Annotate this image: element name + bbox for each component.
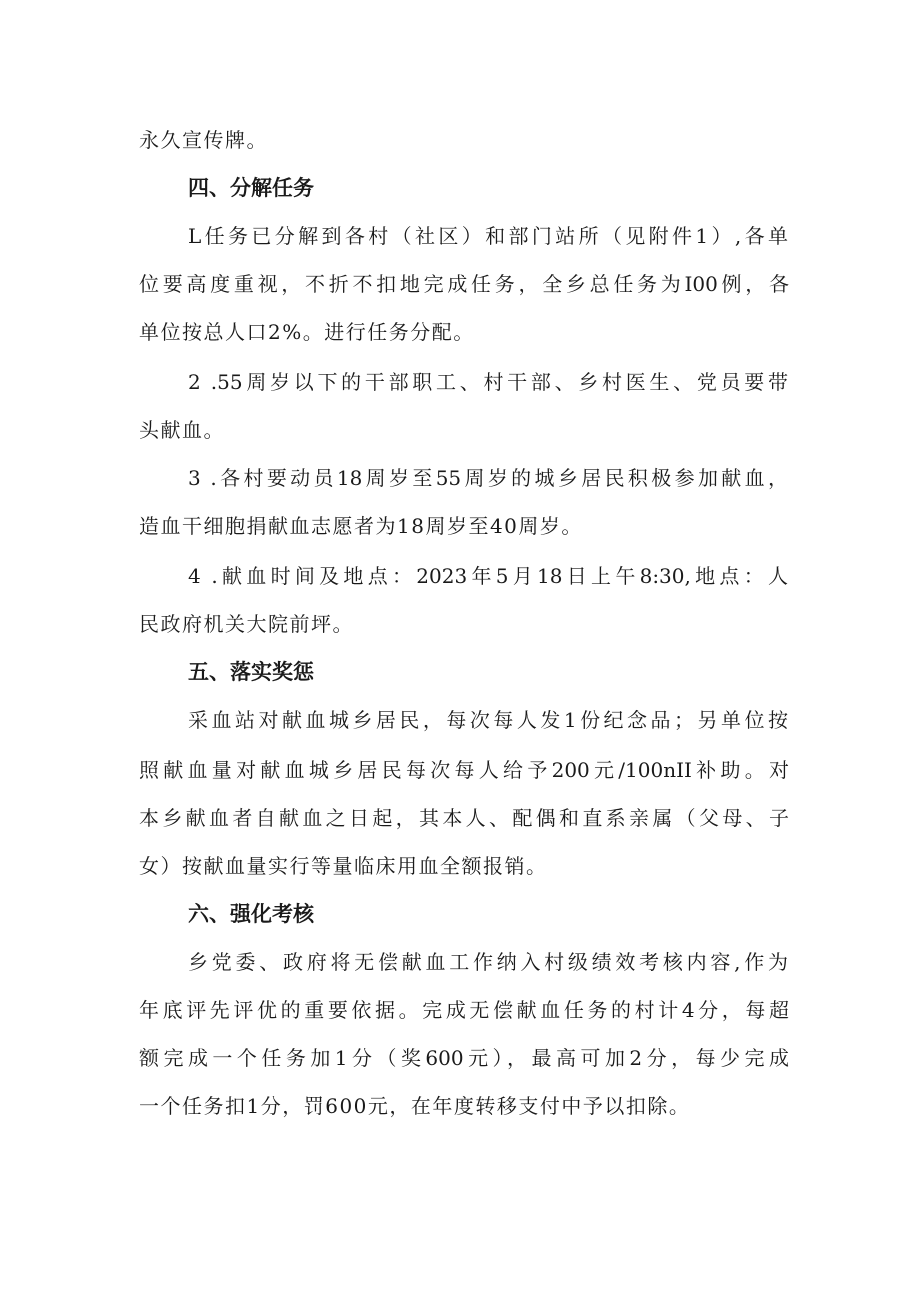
paragraph-line: 本乡献血者自献血之日起，其本人、配偶和直系亲属（父母、子	[139, 806, 789, 830]
paragraph-line: 照献血量对献血城乡居民每次每人给予200元/100nII补助。对	[139, 758, 789, 782]
paragraph-line: 3 .各村要动员18周岁至55周岁的城乡居民积极参加献血，	[188, 466, 788, 490]
section-heading-decompose-tasks: 四、分解任务	[188, 176, 314, 200]
paragraph-line: L任务已分解到各村（社区）和部门站所（见附件1）,各单	[188, 224, 788, 248]
paragraph-line: 年底评先评优的重要依据。完成无偿献血任务的村计4分，每超	[139, 998, 789, 1022]
paragraph-line: 位要高度重视，不折不扣地完成任务，全乡总任务为I00例，各	[139, 272, 789, 296]
section-heading-rewards-penalties: 五、落实奖惩	[188, 660, 314, 684]
paragraph-line: 头献血。	[139, 418, 225, 442]
paragraph-line: 女）按献血量实行等量临床用血全额报销。	[139, 854, 548, 878]
paragraph-line: 民政府机关大院前坪。	[139, 612, 354, 636]
paragraph-line: 乡党委、政府将无偿献血工作纳入村级绩效考核内容,作为	[188, 950, 788, 974]
paragraph-line: 2 .55周岁以下的干部职工、村干部、乡村医生、党员要带	[188, 370, 788, 394]
paragraph-line: 单位按总人口2%。进行任务分配。	[139, 320, 475, 344]
paragraph-line: 永久宣传牌。	[139, 128, 268, 152]
section-heading-strengthen-assessment: 六、强化考核	[188, 902, 314, 926]
paragraph-line: 额完成一个任务加1分（奖600元），最高可加2分，每少完成	[139, 1046, 789, 1070]
paragraph-line: 4 .献血时间及地点：2023年5月18日上午8:30,地点：人	[188, 564, 788, 588]
paragraph-line: 采血站对献血城乡居民，每次每人发1份纪念品；另单位按	[188, 708, 788, 732]
paragraph-line: 一个任务扣1分，罚600元，在年度转移支付中予以扣除。	[139, 1094, 691, 1118]
paragraph-line: 造血干细胞捐献血志愿者为18周岁至40周岁。	[139, 514, 583, 538]
